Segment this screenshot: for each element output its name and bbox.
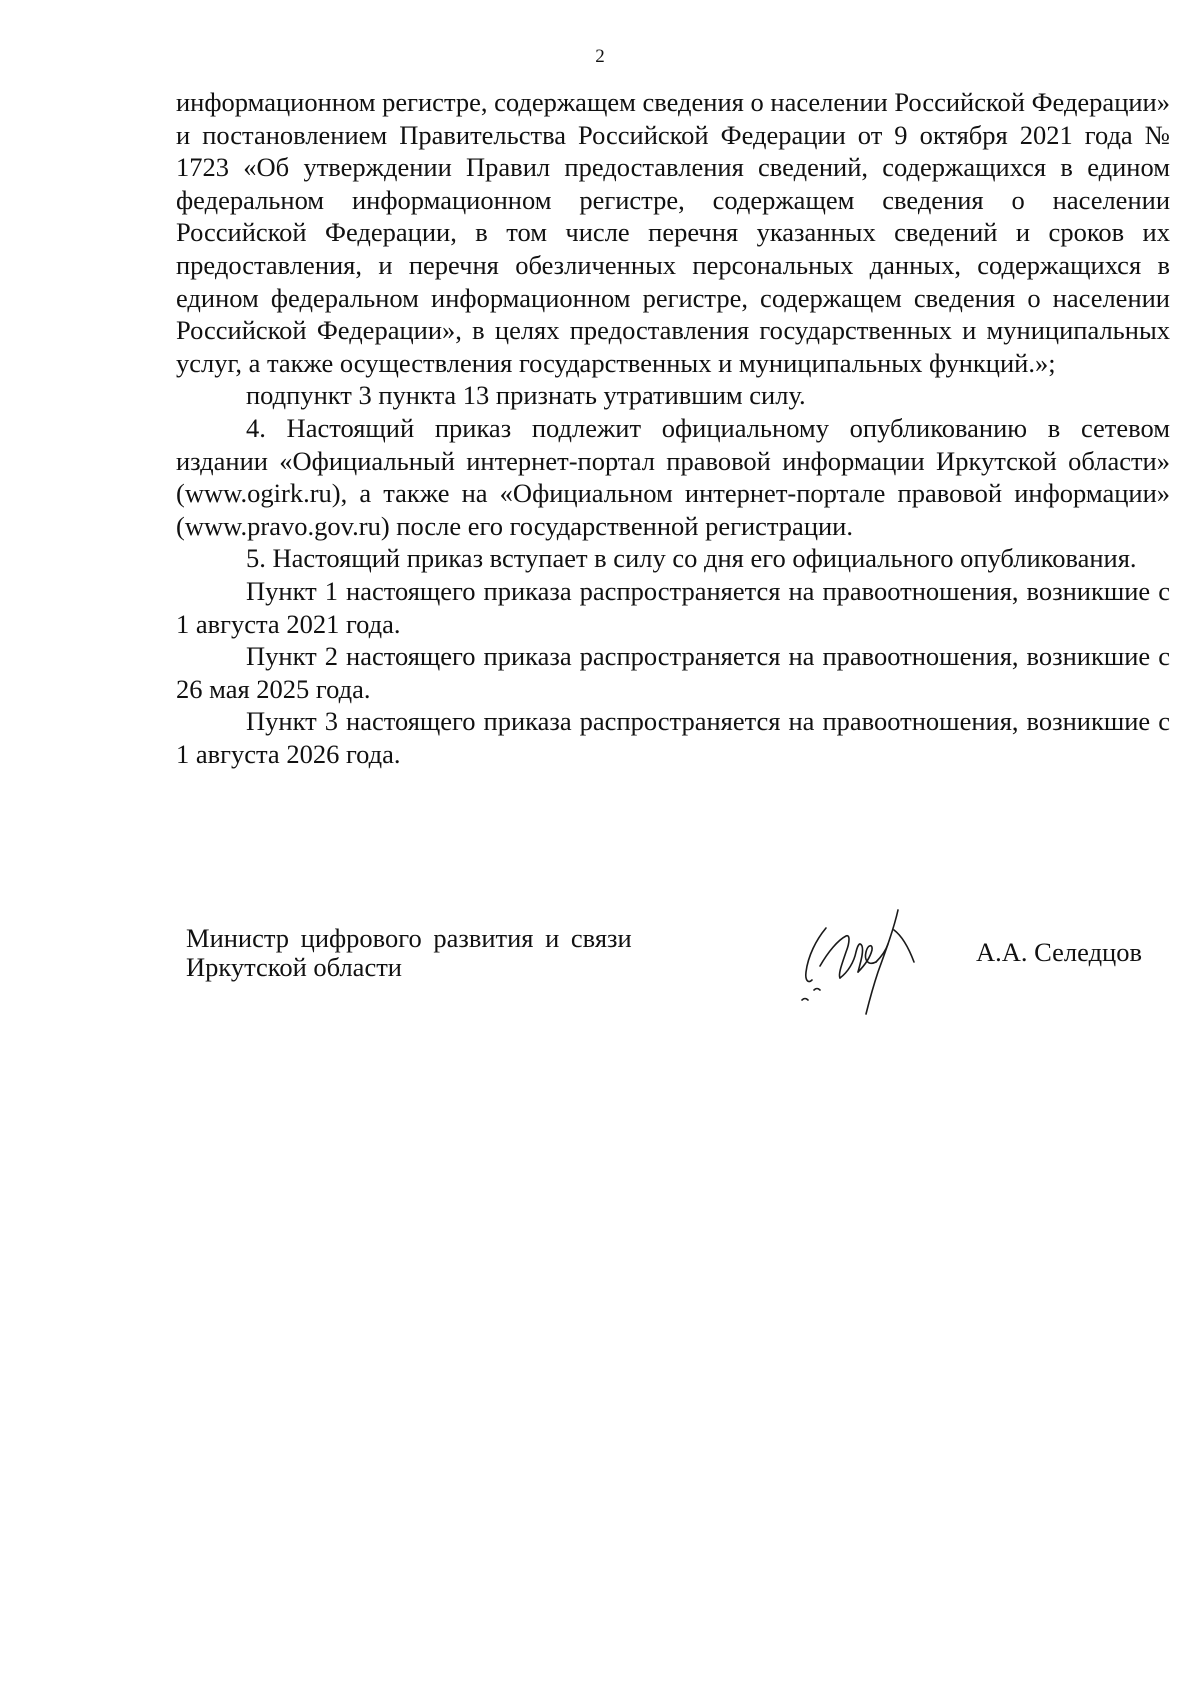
paragraph-item-4: 4. Настоящий приказ подлежит официальному опубликованию в сетевом издании «Официальный интернет-портал правовой информации Иркутской области» (www.ogirk.ru), а также на «Официальном интернет-портале правовой информации» (www.pravo.gov.ru) после его государственной регистрации. xyxy=(176,412,1170,541)
paragraph-clause-3: Пункт 3 настоящего приказа распространяется на правоотношения, возникшие с 1 августа 2026 года. xyxy=(176,706,1170,769)
signature-block xyxy=(186,924,1170,1044)
signatory-position-line-1: Министр цифрового развития и связи xyxy=(186,923,632,953)
paragraph-clause-2: Пункт 2 настоящего приказа распространяется на правоотношения, возникшие с 26 мая 2025 года. xyxy=(176,641,1170,704)
signatory-name: А.А. Селедцов xyxy=(976,937,1142,967)
page-number: 2 xyxy=(595,46,605,67)
paragraph-subclause: подпункт 3 пункта 13 признать утратившим силу. xyxy=(246,380,806,411)
paragraph-item-5: 5. Настоящий приказ вступает в силу со дня его официального опубликования. xyxy=(246,543,1137,574)
paragraph-continuation: информационном регистре, содержащем сведения о населении Российской Федерации» и постановлением Правительства Российской Федерации от 9 октября 2021 года № 1723 «Об утверждении Правил предоставления сведений, содержащихся в едином федеральном информационном регистре, содержащем сведения о населении Российской Федерации, в том числе перечня указанных сведений и сроков их предоставления, и перечня обезличенных персональных данных, содержащихся в едином федеральном информационном регистре, содержащем сведения о населении Российской Федерации», в целях предоставления государственных и муниципальных услуг, а также осуществления государственных и муниципальных функций.»; xyxy=(176,87,1170,378)
paragraph-clause-1: Пункт 1 настоящего приказа распространяется на правоотношения, возникшие с 1 августа 2021 года. xyxy=(176,575,1170,639)
signatory-position xyxy=(186,924,632,982)
handwritten-signature xyxy=(790,906,950,1026)
document-body xyxy=(176,86,1170,770)
signatory-position-line-2: Иркутской области xyxy=(186,952,402,982)
